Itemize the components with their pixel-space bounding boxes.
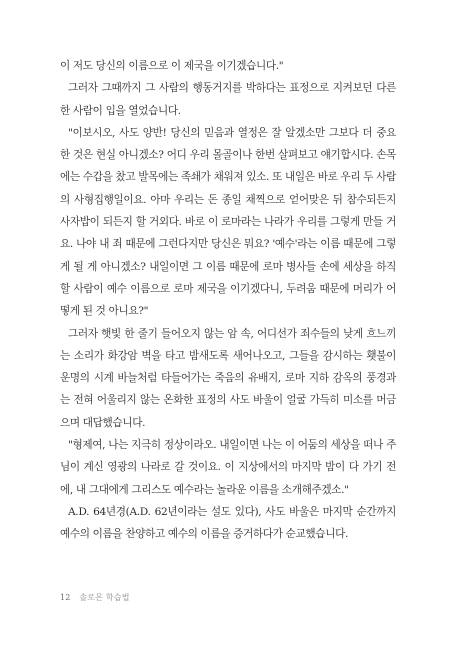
paragraph: A.D. 64년경(A.D. 62년이라는 설도 있다), 사도 바울은 마지막 순간까지 예수의 이름을 찬양하고 예수의 이름을 증거하다가 순교했습니다. bbox=[60, 505, 396, 541]
paragraph: 그러자 그때까지 그 사람의 행동거지를 박하다는 표정으로 지켜보던 다른 한 사람이 입을 열었습니다. bbox=[60, 82, 396, 117]
page-number: 12 bbox=[60, 593, 71, 602]
running-title: 솔로몬 학습법 bbox=[79, 593, 130, 602]
page-footer bbox=[60, 592, 130, 603]
paragraph: 그러자 햇빛 한 줄기 들어오지 않는 암 속, 어디선가 죄수들의 낮게 흐느끼는 소리가 화강암 벽을 타고 밤새도록 새어나오고, 그들을 감시하는 횃불이 운명의 시계 바늘처럼 타들어가는 죽음의 유배지, 로마 지하 감옥의 풍경과는 전혀 어울리지 않는 온화한 표정의 사도 바울이 얼굴 가득히 미소를 머금으며 대답했습니다. bbox=[60, 327, 396, 429]
page-body bbox=[60, 55, 396, 546]
paragraph-dialogue: "형제여, 나는 지극히 정상이라오. 내일이면 나는 이 어둠의 세상을 떠나 주님이 계신 영광의 나라로 갈 것이요. 이 지상에서의 마지막 밤이 다 가기 전에, 내 그대에게 그리스도 예수라는 놀라운 이름을 소개해주겠소." bbox=[60, 439, 396, 496]
paragraph-dialogue: "이보시오, 사도 양반! 당신의 믿음과 열정은 잘 알겠소만 그보다 더 중요한 것은 현실 아니겠소? 어디 우리 몰골이나 한번 살펴보고 얘기합시다. 손목에는 수갑을 찼고 발목에는 족쇄가 채워져 있소. 또 내일은 바로 우리 두 사람의 사형집행일이요. 아마 우리는 돈 종일 채찍으로 얻어맞은 뒤 참수되든지 사자밥이 되든지 할 거외다. 바로 이 로마라는 나라가 우리를 그렇게 만들 거요. 나야 내 죄 때문에 그런다지만 당신은 뭐요? '예수'라는 이름 때문에 그렇게 될 게 아니겠소? 내일이면 그 이름 때문에 로마 병사들 손에 세상을 하직할 사람이 예수 이름으로 로마 제국을 이기겠다니, 두려움 때문에 머리가 어떻게 된 것 아니요?" bbox=[60, 126, 396, 318]
paragraph-continuation: 이 저도 당신의 이름으로 이 제국을 이기겠습니다." bbox=[60, 60, 284, 72]
